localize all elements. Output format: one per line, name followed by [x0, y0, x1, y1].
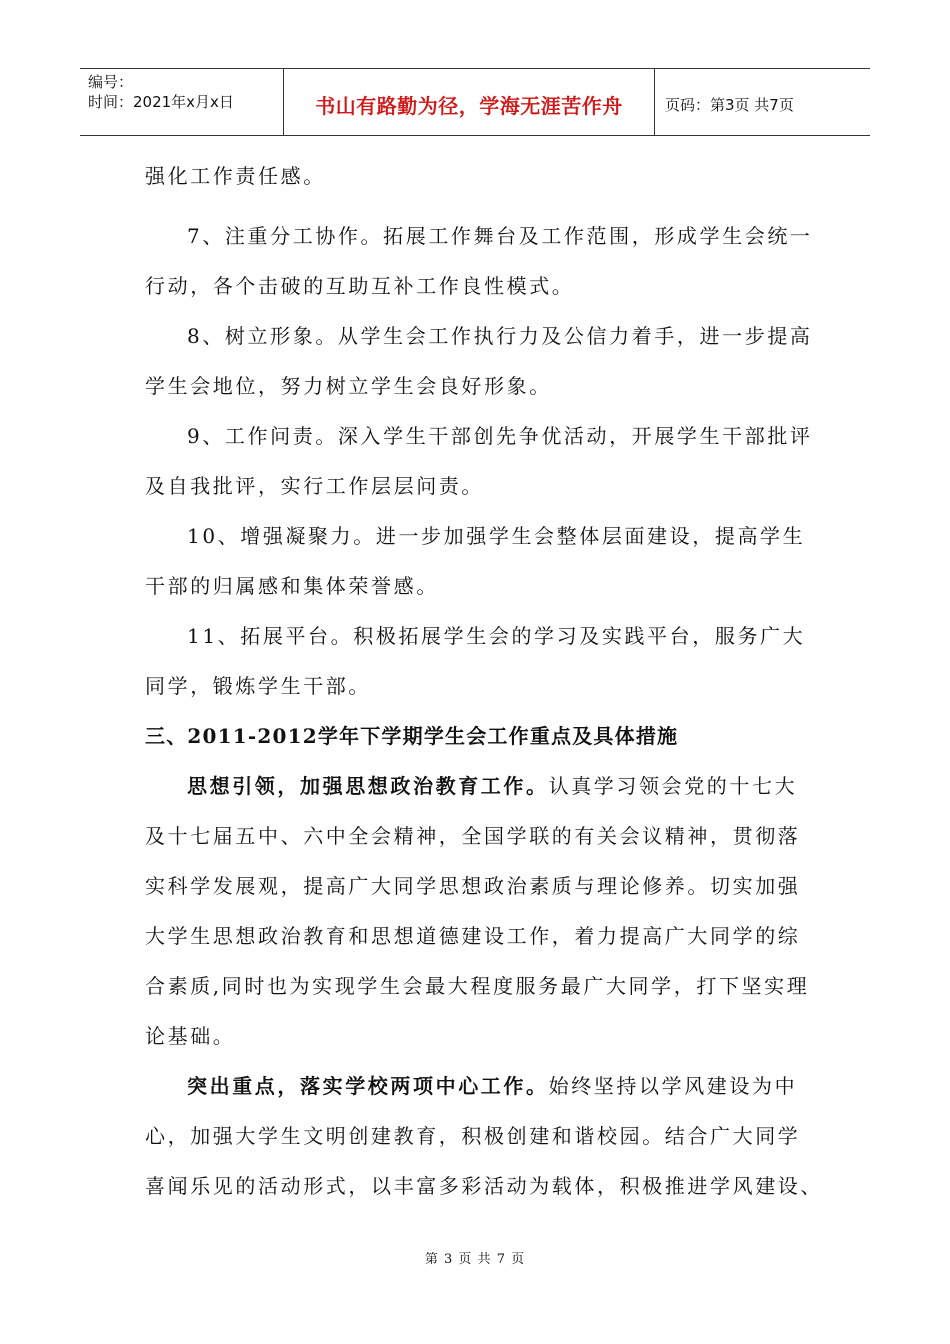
- body-line: 强化工作责任感。: [145, 164, 326, 188]
- body-line: 干部的归属感和集体荣誉感。: [145, 574, 439, 598]
- body-line: 合素质,同时也为实现学生会最大程度服务最广大同学，打下坚实理: [145, 974, 810, 998]
- page-footer: 第 3 页 共 7 页: [424, 1252, 526, 1267]
- paragraph-lead-bold: 思想引领，加强思想政治教育工作。: [187, 774, 549, 798]
- body-line: 喜闻乐见的活动形式，以丰富多彩活动为载体，积极推进学风建设、: [145, 1174, 823, 1198]
- document-header: [80, 68, 870, 136]
- body-line: 8、树立形象。从学生会工作执行力及公信力着手，进一步提高: [187, 324, 813, 348]
- body-line: 实科学发展观，提高广大同学思想政治素质与理论修养。切实加强: [145, 874, 801, 898]
- body-line: 行动，各个击破的互助互补工作良性模式。: [145, 274, 575, 298]
- header-page-info: 页码：第3页 共7页: [665, 95, 794, 114]
- body-line: 9、工作问责。深入学生干部创先争优活动，开展学生干部批评: [187, 424, 813, 448]
- body-line: [187, 772, 797, 800]
- body-line: 大学生思想政治教育和思想道德建设工作，着力提高广大同学的综: [145, 924, 801, 948]
- header-motto-cell: [284, 69, 655, 135]
- body-line: 11、拓展平台。积极拓展学生会的学习及实践平台，服务广大: [187, 624, 806, 648]
- body-line: 论基础。: [145, 1024, 236, 1048]
- paragraph-lead-rest: 认真学习领会党的十七大: [548, 774, 798, 798]
- section-heading: 三、2011-2012学年下学期学生会工作重点及具体措施: [145, 724, 679, 748]
- body-line: 7、注重分工协作。拓展工作舞台及工作范围，形成学生会统一: [187, 224, 813, 248]
- body-line: 同学，锻炼学生干部。: [145, 674, 371, 698]
- paragraph-lead-bold: 突出重点，落实学校两项中心工作。: [187, 1074, 549, 1098]
- body-line: 学生会地位，努力树立学生会良好形象。: [145, 374, 552, 398]
- body-line: [187, 1072, 797, 1100]
- body-line: 及自我批评，实行工作层层问责。: [145, 474, 484, 498]
- header-meta: [80, 69, 284, 135]
- header-motto: 书山有路勤为径，学海无涯苦作舟: [315, 93, 623, 118]
- paragraph-lead-rest: 始终坚持以学风建设为中: [548, 1074, 798, 1098]
- body-line: 心，加强大学生文明创建教育，积极创建和谐校园。结合广大同学: [145, 1124, 801, 1148]
- header-number-label: 编号：: [88, 73, 134, 91]
- body-line: 10、增强凝聚力。进一步加强学生会整体层面建设，提高学生: [187, 524, 806, 548]
- header-time-label: 时间：2021年x月x日: [88, 93, 234, 111]
- body-line: 及十七届五中、六中全会精神，全国学联的有关会议精神，贯彻落: [145, 824, 801, 848]
